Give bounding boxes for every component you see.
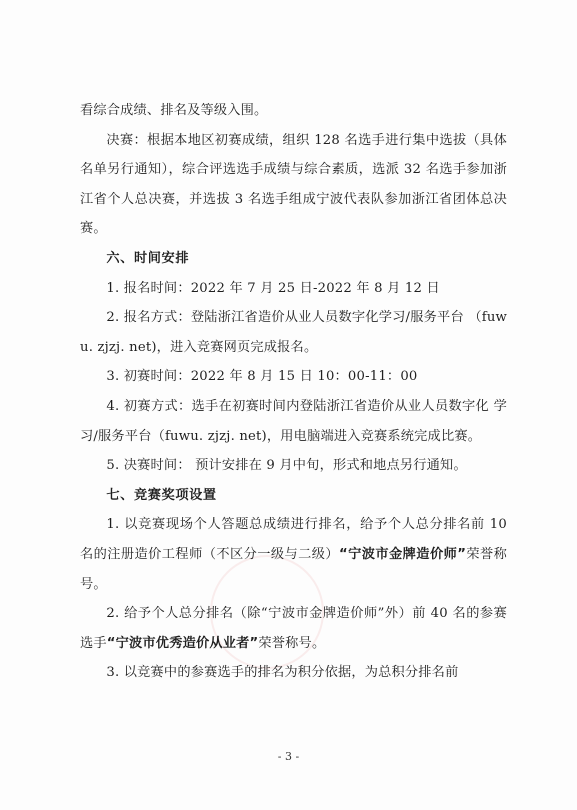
schedule-item-registration-method: 2. 报名方式：登陆浙江省造价从业人员数字化学习/服务平台 （fuwu. zjzj. net)，进入竞赛网页完成报名。 — [80, 310, 507, 355]
section-heading-awards: 七、竞赛奖项设置 — [106, 487, 217, 503]
schedule-item-preliminary-time: 3. 初赛时间：2022 年 8 月 15 日 10：00-11：00 — [106, 369, 418, 385]
paragraph-continuation: 看综合成绩、排名及等级入围。 — [80, 103, 268, 118]
award-gold-text-post: 荣誉称号。 — [80, 546, 507, 592]
award-item-excellent — [80, 599, 507, 658]
award-item-gold — [80, 510, 507, 599]
schedule-item-final-time: 5. 决赛时间： 预计安排在 9 月中旬，形式和地点另行通知。 — [106, 458, 467, 474]
award-item-points: 3. 以竞赛中的参赛选手的排名为积分依据，为总积分排名前 — [106, 665, 459, 681]
award-excellent-text-pre: 2. 给予个人总分排名（除“宁波市金牌造价师”外）前 40 名的参赛选手 — [80, 606, 507, 651]
paragraph-final-round: 决赛：根据本地区初赛成绩，组织 128 名选手进行集中选拔（具体名单另行通知），综合评选选手成绩与综合素质，选派 32 名选手参加浙江省个人总决赛，并选拔 3 名选手组成宁波代表队参加浙江省团体总决赛。 — [80, 132, 507, 237]
award-excellent-text-post: 荣誉称号。 — [258, 635, 326, 651]
schedule-item-registration-time: 1. 报名时间：2022 年 7 月 25 日-2022 年 8 月 12 日 — [106, 280, 440, 296]
award-gold-title: “宁波市金牌造价师” — [339, 546, 467, 562]
award-gold-text-pre: 1. 以竞赛现场个人答题总成绩进行排名，给予个人总分排名前 10 名的注册造价工程师（不区分一级与二级） — [80, 517, 507, 562]
page-number: - 3 - — [277, 750, 300, 763]
award-excellent-title: “宁波市优秀造价从业者” — [106, 635, 259, 651]
section-heading-schedule: 六、时间安排 — [106, 250, 190, 266]
document-body — [80, 96, 507, 688]
schedule-item-preliminary-method: 4. 初赛方式：选手在初赛时间内登陆浙江省造价从业人员数字化 学习/服务平台（fuwu. zjzj. net)，用电脑端进入竞赛系统完成比赛。 — [80, 398, 507, 444]
